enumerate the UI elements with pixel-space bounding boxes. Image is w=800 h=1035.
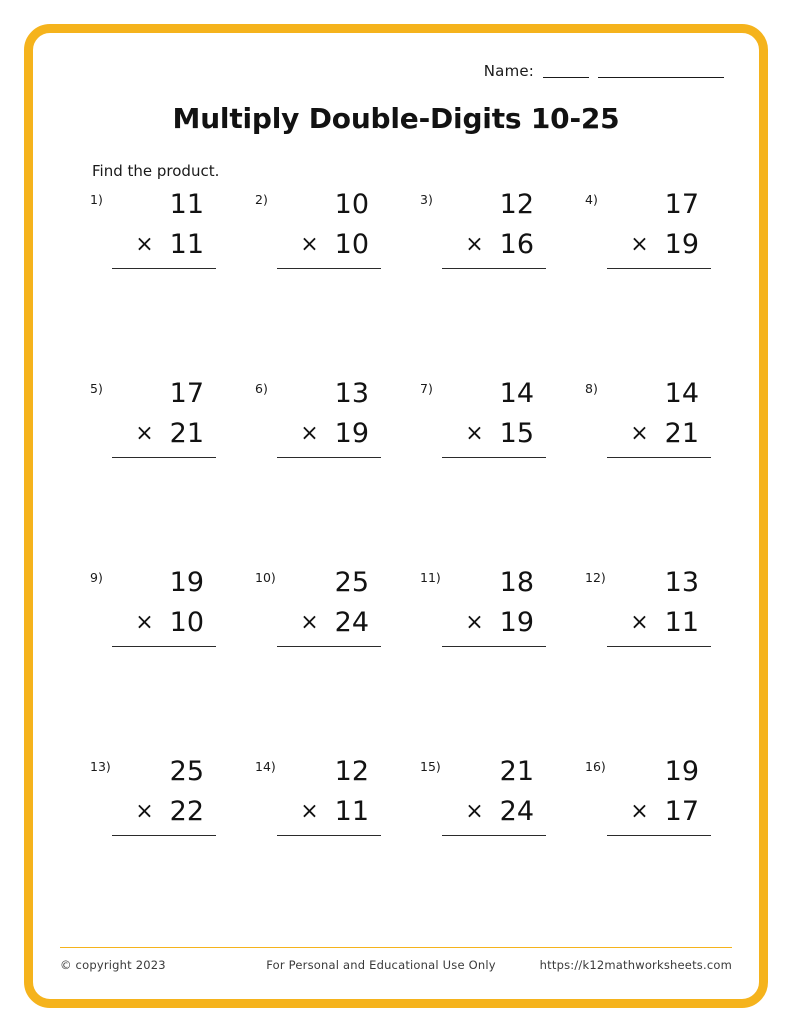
answer-rule	[607, 457, 711, 458]
problem-stack	[112, 377, 216, 458]
worksheet-content	[40, 40, 752, 992]
multiply-operator-icon: ×	[135, 232, 154, 257]
page-title: Multiply Double-Digits 10-25	[172, 102, 620, 135]
answer-rule	[277, 457, 381, 458]
multiplier: 10	[169, 607, 204, 638]
name-blank-short[interactable]	[543, 77, 589, 78]
multiply-operator-icon: ×	[135, 799, 154, 824]
multiplicand: 11	[169, 189, 204, 220]
problem-item	[84, 188, 249, 377]
problem-item	[579, 566, 744, 755]
problem-item	[579, 377, 744, 566]
multiplier-row	[442, 795, 546, 831]
problem-stack	[442, 377, 546, 458]
multiplier-row	[112, 606, 216, 642]
problem-number: 15)	[420, 759, 441, 774]
answer-rule	[607, 835, 711, 836]
problem-stack	[442, 566, 546, 647]
multiplicand: 25	[169, 756, 204, 787]
problem-number: 3)	[420, 192, 433, 207]
problem-item	[84, 755, 249, 944]
multiply-operator-icon: ×	[300, 232, 319, 257]
answer-rule	[442, 457, 546, 458]
multiplier: 19	[334, 418, 369, 449]
multiplier-row	[112, 228, 216, 264]
problem-number: 5)	[90, 381, 103, 396]
multiplicand: 18	[499, 567, 534, 598]
problem-item	[579, 188, 744, 377]
problem-number: 8)	[585, 381, 598, 396]
multiplier: 19	[499, 607, 534, 638]
multiply-operator-icon: ×	[300, 610, 319, 635]
name-field-row	[484, 62, 724, 80]
multiplier: 21	[169, 418, 204, 449]
problem-stack	[607, 566, 711, 647]
multiplier: 15	[499, 418, 534, 449]
multiplier-row	[112, 795, 216, 831]
multiplier-row	[607, 228, 711, 264]
answer-rule	[607, 646, 711, 647]
problem-stack	[277, 755, 381, 836]
footer-divider	[60, 947, 732, 948]
multiplier-row	[277, 606, 381, 642]
problem-stack	[607, 755, 711, 836]
problem-item	[249, 566, 414, 755]
problem-stack	[112, 188, 216, 269]
multiplier-row	[442, 228, 546, 264]
answer-rule	[112, 268, 216, 269]
problem-stack	[112, 566, 216, 647]
multiplier-row	[607, 417, 711, 453]
multiplier: 10	[334, 229, 369, 260]
problem-number: 12)	[585, 570, 606, 585]
problem-stack	[607, 188, 711, 269]
multiplier-row	[442, 606, 546, 642]
page-footer	[60, 954, 732, 976]
multiplicand: 17	[169, 378, 204, 409]
name-label: Name:	[483, 62, 535, 80]
problem-item	[579, 755, 744, 944]
multiplicand: 12	[334, 756, 369, 787]
answer-rule	[442, 268, 546, 269]
problem-number: 6)	[255, 381, 268, 396]
problem-item	[414, 755, 579, 944]
multiply-operator-icon: ×	[135, 610, 154, 635]
multiply-operator-icon: ×	[300, 421, 319, 446]
name-blank-long[interactable]	[598, 77, 724, 78]
problem-stack	[277, 188, 381, 269]
problem-stack	[277, 377, 381, 458]
multiplier-row	[277, 417, 381, 453]
multiplicand: 13	[334, 378, 369, 409]
problem-item	[84, 566, 249, 755]
multiplier-row	[607, 606, 711, 642]
multiply-operator-icon: ×	[630, 799, 649, 824]
multiplicand: 13	[664, 567, 699, 598]
multiplier: 16	[499, 229, 534, 260]
problem-item	[414, 377, 579, 566]
multiplicand: 19	[664, 756, 699, 787]
problem-grid	[84, 188, 744, 944]
instruction-text: Find the product.	[92, 162, 220, 180]
multiplicand: 21	[499, 756, 534, 787]
multiplier-row	[277, 795, 381, 831]
multiplicand: 14	[664, 378, 699, 409]
problem-number: 9)	[90, 570, 103, 585]
problem-number: 16)	[585, 759, 606, 774]
multiplicand: 17	[664, 189, 699, 220]
multiplier: 11	[664, 607, 699, 638]
problem-number: 14)	[255, 759, 276, 774]
multiply-operator-icon: ×	[300, 799, 319, 824]
multiplicand: 12	[499, 189, 534, 220]
answer-rule	[112, 646, 216, 647]
multiply-operator-icon: ×	[630, 610, 649, 635]
multiply-operator-icon: ×	[465, 421, 484, 446]
multiplier: 21	[664, 418, 699, 449]
answer-rule	[277, 646, 381, 647]
problem-number: 13)	[90, 759, 111, 774]
problem-item	[249, 377, 414, 566]
multiplicand: 19	[169, 567, 204, 598]
problem-stack	[112, 755, 216, 836]
answer-rule	[112, 457, 216, 458]
multiplier: 19	[664, 229, 699, 260]
problem-number: 1)	[90, 192, 103, 207]
multiply-operator-icon: ×	[465, 799, 484, 824]
multiplier: 24	[334, 607, 369, 638]
problem-stack	[607, 377, 711, 458]
multiply-operator-icon: ×	[630, 232, 649, 257]
problem-item	[414, 566, 579, 755]
multiply-operator-icon: ×	[630, 421, 649, 446]
multiplier-row	[442, 417, 546, 453]
multiplier-row	[277, 228, 381, 264]
multiply-operator-icon: ×	[465, 232, 484, 257]
multiplier-row	[112, 417, 216, 453]
answer-rule	[277, 835, 381, 836]
multiplier: 17	[664, 796, 699, 827]
problem-number: 4)	[585, 192, 598, 207]
problem-item	[84, 377, 249, 566]
multiply-operator-icon: ×	[135, 421, 154, 446]
problem-stack	[442, 755, 546, 836]
problem-number: 11)	[420, 570, 441, 585]
copyright-text: © copyright 2023	[60, 958, 166, 972]
multiplier: 11	[169, 229, 204, 260]
problem-stack	[442, 188, 546, 269]
problem-item	[414, 188, 579, 377]
multiplicand: 25	[334, 567, 369, 598]
problem-number: 7)	[420, 381, 433, 396]
usage-notice: For Personal and Educational Use Only	[266, 958, 496, 972]
problem-item	[249, 188, 414, 377]
multiply-operator-icon: ×	[465, 610, 484, 635]
problem-number: 10)	[255, 570, 276, 585]
answer-rule	[112, 835, 216, 836]
problem-number: 2)	[255, 192, 268, 207]
multiplicand: 14	[499, 378, 534, 409]
answer-rule	[277, 268, 381, 269]
multiplicand: 10	[334, 189, 369, 220]
multiplier: 24	[499, 796, 534, 827]
multiplier: 11	[334, 796, 369, 827]
answer-rule	[607, 268, 711, 269]
problem-stack	[277, 566, 381, 647]
answer-rule	[442, 646, 546, 647]
multiplier-row	[607, 795, 711, 831]
multiplier: 22	[169, 796, 204, 827]
answer-rule	[442, 835, 546, 836]
problem-item	[249, 755, 414, 944]
source-url[interactable]: https://k12mathworksheets.com	[539, 958, 732, 972]
